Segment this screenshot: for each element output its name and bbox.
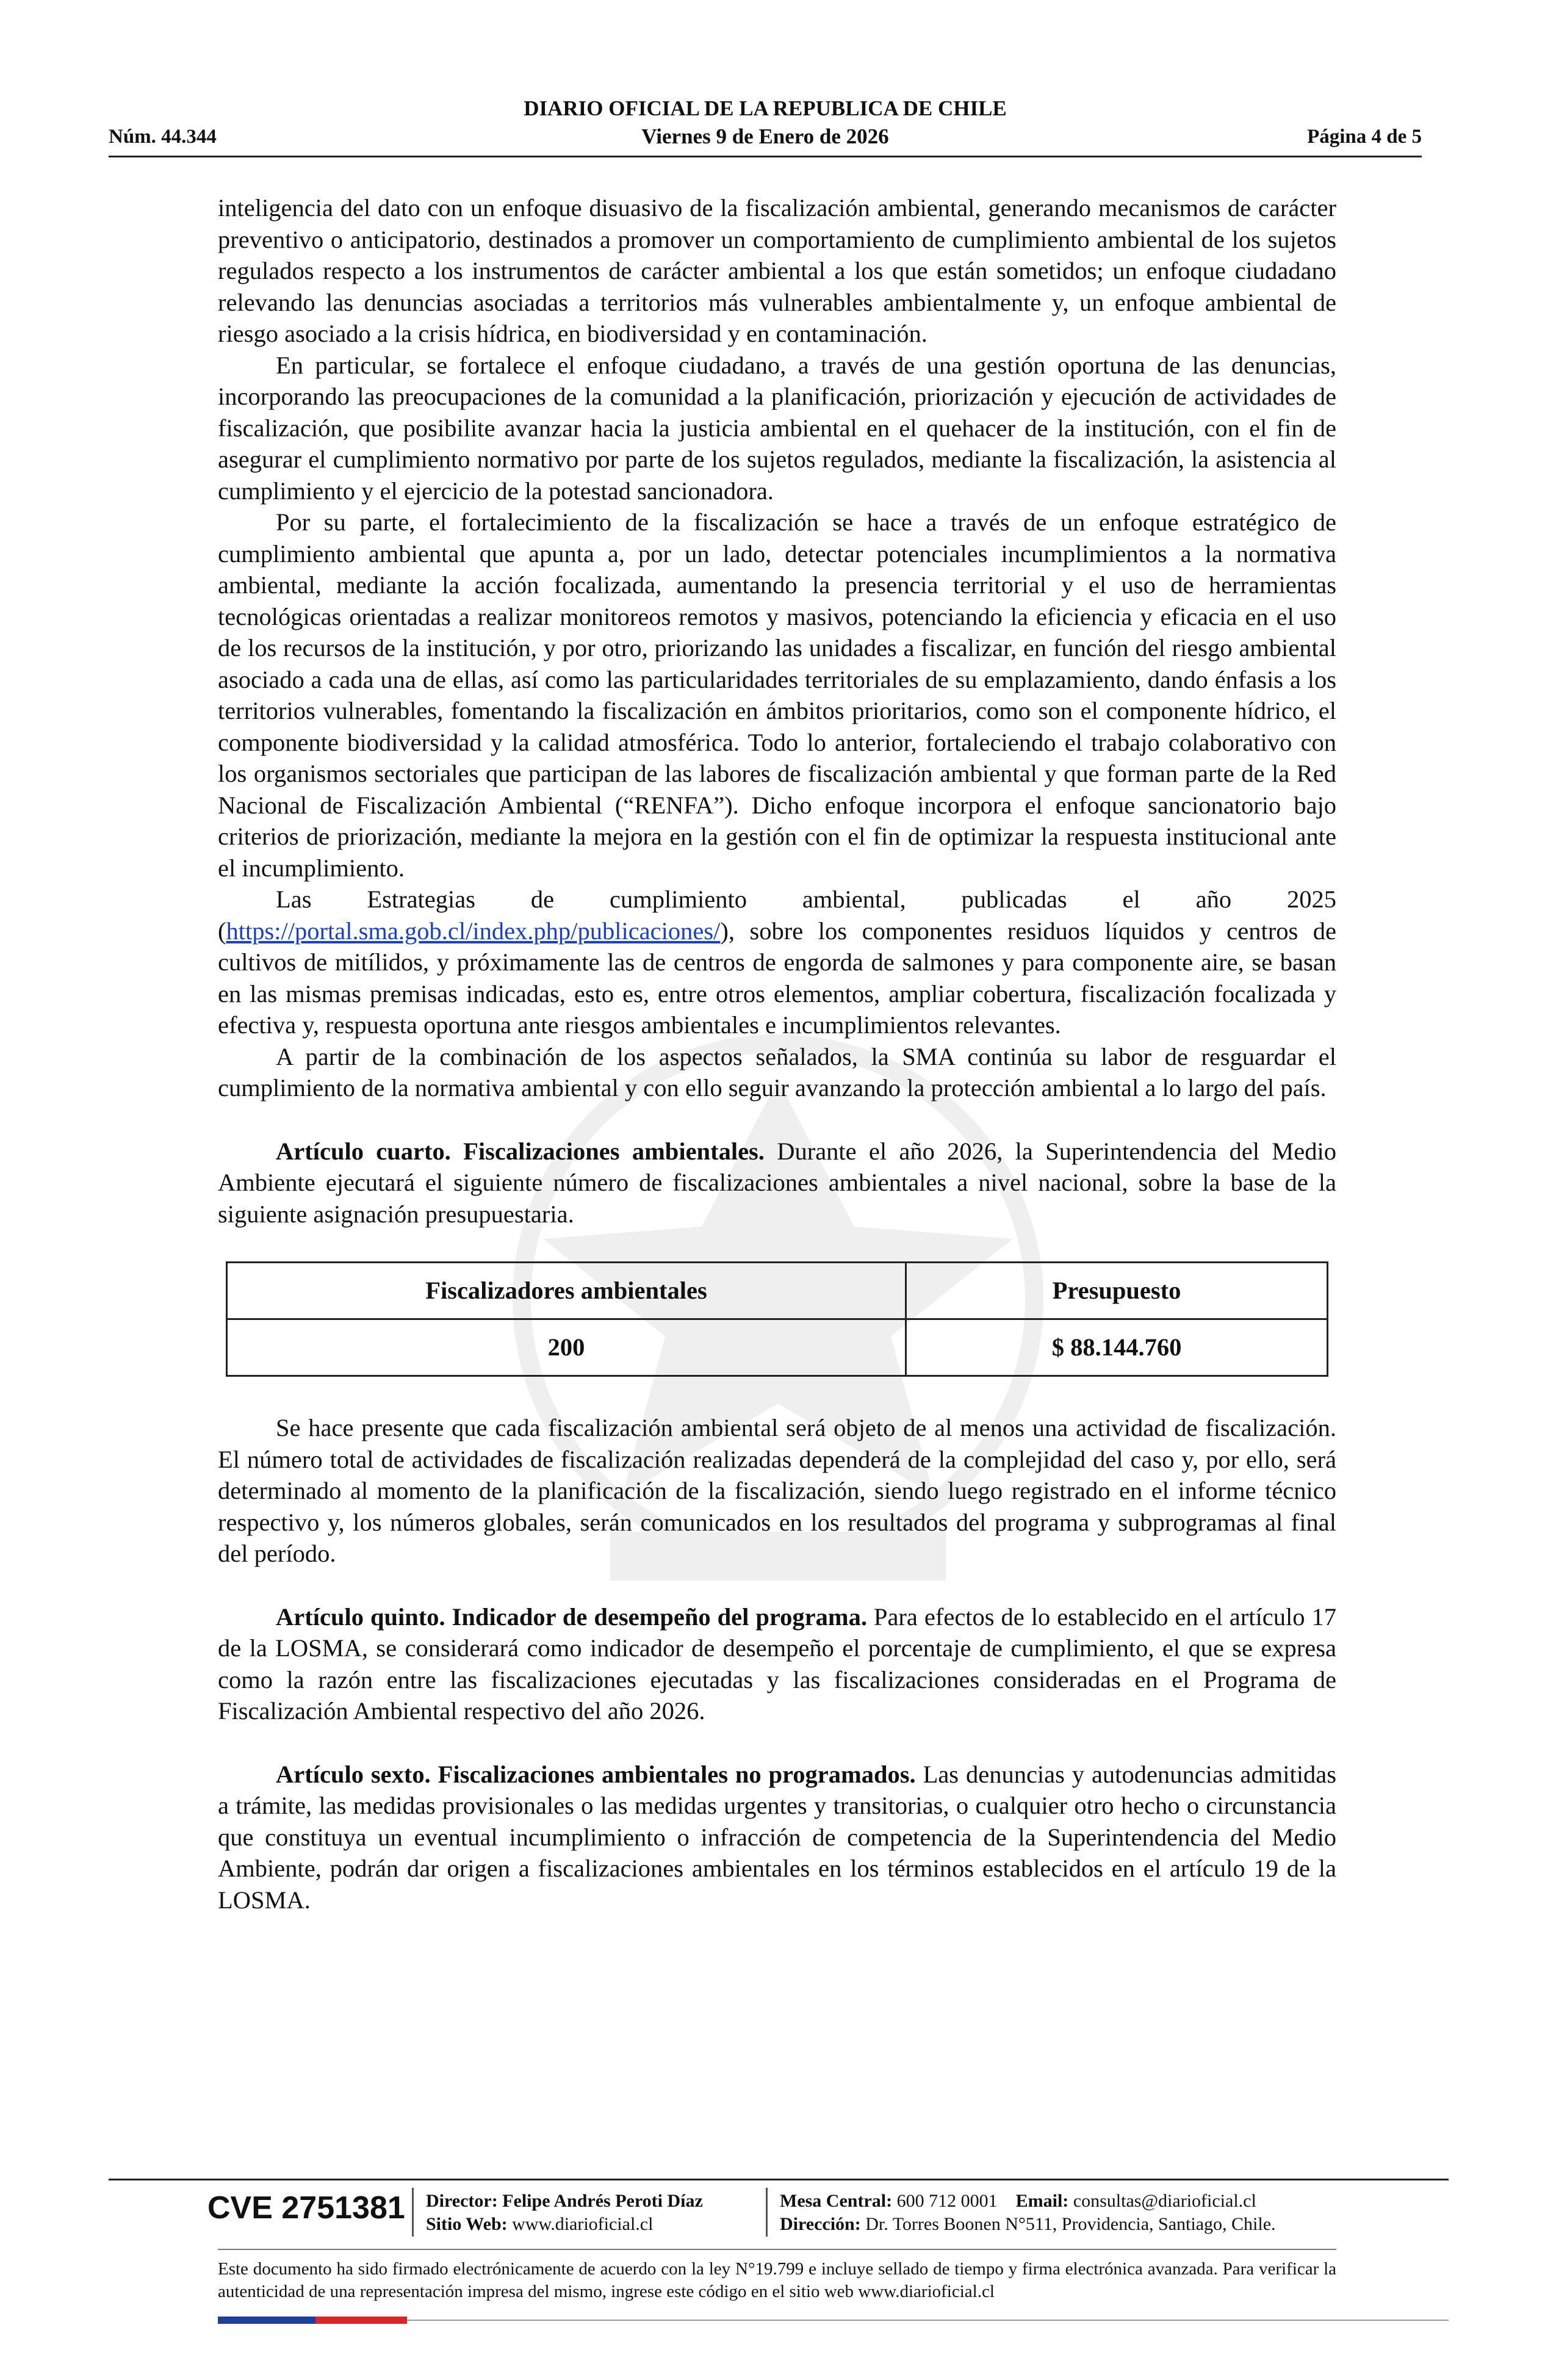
footer-director-block — [426, 2190, 703, 2236]
cell-budget: $ 88.144.760 — [906, 1319, 1328, 1376]
header-divider — [109, 156, 1422, 157]
article-5-title: Artículo quinto. Indicador de desempeño del programa. — [276, 1603, 867, 1631]
issue-number: Núm. 44.344 — [109, 126, 217, 148]
website-label: Sitio Web: — [426, 2214, 508, 2234]
footer-separator-2 — [766, 2188, 768, 2237]
paragraph-4-end: ), sobre los componentes residuos líquidos y centros de cultivos de mitílidos, y próximamente las de centros de engorda de salmones y para componente aire, se basan en las mismas premisas indicadas, esto es, entre otros elementos, ampliar cobertura, fiscalización focalizada y efectiva y, respuesta oportuna ante riesgos ambientales e incumplimientos relevantes. — [218, 917, 1336, 1039]
article-6-title: Artículo sexto. Fiscalizaciones ambientales no programados. — [276, 1760, 916, 1788]
paragraph-4 — [218, 884, 1336, 1041]
article-6 — [218, 1759, 1336, 1916]
paragraph-5: A partir de la combinación de los aspectos señalados, la SMA continúa su labor de resguardar el cumplimiento de la normativa ambiental y con ello seguir avanzando la protección ambiental a lo largo del país. — [218, 1042, 1336, 1102]
footer-contact-block — [780, 2190, 1276, 2236]
paragraph-1: inteligencia del dato con un enfoque disuasivo de la fiscalización ambiental, generando mecanismos de carácter preventivo o anticipatorio, destinados a promover un comportamiento de cumplimiento ambiental de los sujetos regulados respecto a los instrumentos de carácter ambiental a los que están sometidos; un enfoque ciudadano relevando las denuncias asociadas a territorios más vulnerables ambientalmente y, un enfoque ambiental de riesgo asociado a la crisis hídrica, en biodiversidad y en contaminación. — [218, 194, 1336, 347]
budget-table — [226, 1261, 1328, 1377]
publications-link[interactable]: https://portal.sma.gob.cl/index.php/publicaciones/ — [226, 917, 721, 945]
issue-date: Viernes 9 de Enero de 2026 — [641, 124, 889, 148]
email-label: Email: — [1015, 2191, 1069, 2211]
table-header-row — [227, 1263, 1328, 1319]
header-budget: Presupuesto — [906, 1263, 1328, 1319]
address-value: Dr. Torres Boonen N°511, Providencia, Santiago, Chile. — [860, 2214, 1276, 2234]
director-label: Director: — [426, 2191, 498, 2211]
cell-inspectors: 200 — [227, 1319, 906, 1376]
legal-notice: Este documento ha sido firmado electrónicamente de acuerdo con la ley N°19.799 e incluye sellado de tiempo y firma electrónica avanzada. Para verificar la autenticidad de una representación impresa del mismo, ingrese este código en el sitio web www.diarioficial.cl — [218, 2259, 1336, 2301]
flag-stripe-red — [315, 2317, 407, 2324]
article-4-text: Durante el año 2026, la Superintendencia del Medio Ambiente ejecutará el siguiente número de fiscalizaciones ambientales a nivel nacional, sobre la base de la siguiente asignación presupuestaria. — [218, 1137, 1336, 1228]
flag-stripe-blue — [218, 2317, 315, 2324]
page-header — [109, 95, 1422, 156]
paragraph-4-start: Las Estrategias de cumplimiento ambiental, publicadas el año 2025 ( — [218, 885, 1336, 945]
phone-label: Mesa Central: — [780, 2191, 893, 2211]
article-5 — [218, 1601, 1336, 1727]
footer-divider-mid — [218, 2249, 1336, 2250]
footer-divider-bottom — [407, 2320, 1449, 2321]
footer-separator-1 — [412, 2188, 414, 2237]
address-label: Dirección: — [780, 2214, 861, 2234]
header-inspectors: Fiscalizadores ambientales — [227, 1263, 906, 1319]
journal-title: DIARIO OFICIAL DE LA REPUBLICA DE CHILE — [524, 96, 1007, 120]
email-value: consultas@diarioficial.cl — [1068, 2191, 1256, 2211]
page-number: Página 4 de 5 — [1307, 126, 1422, 148]
document-body — [218, 192, 1336, 1916]
website-value: www.diarioficial.cl — [507, 2214, 654, 2234]
paragraph-6: Se hace presente que cada fiscalización ambiental será objeto de al menos una actividad de fiscalización. El número total de actividades de fiscalización realizadas dependerá de la complejidad del caso y, por ello, será determinado al momento de la planificación de la fiscalización, siendo luego registrado en el informe técnico respectivo y, los números globales, serán comunicados en los resultados del programa y subprogramas al final del período. — [218, 1414, 1336, 1567]
paragraph-2: En particular, se fortalece el enfoque ciudadano, a través de una gestión oportuna de las denuncias, incorporando las preocupaciones de la comunidad a la planificación, priorización y ejecución de actividades de fiscalización, que posibilite avanzar hacia la justicia ambiental en el quehacer de la institución, con el fin de asegurar el cumplimiento normativo por parte de los sujetos regulados, mediante la fiscalización, la asistencia al cumplimiento y el ejercicio de la potestad sancionadora. — [218, 351, 1336, 505]
director-name: Felipe Andrés Peroti Díaz — [497, 2191, 703, 2211]
article-4-title: Artículo cuarto. Fiscalizaciones ambientales. — [276, 1137, 765, 1165]
table-row — [227, 1319, 1328, 1376]
footer-divider-top — [109, 2179, 1449, 2180]
article-6-text: Las denuncias y autodenuncias admitidas a trámite, las medidas provisionales o las medidas urgentes y transitorias, o cualquier otro hecho o circunstancia que constituya un eventual incumplimiento o infracción de competencia de la Superintendencia del Medio Ambiente, podrán dar origen a fiscalizaciones ambientales en los términos establecidos en el artículo 19 de la LOSMA. — [218, 1760, 1337, 1914]
cve-code: CVE 2751381 — [207, 2190, 405, 2226]
article-4 — [218, 1136, 1336, 1230]
paragraph-3: Por su parte, el fortalecimiento de la fiscalización se hace a través de un enfoque estratégico de cumplimiento ambiental que apunta a, por un lado, detectar potenciales incumplimientos a la normativa ambiental, mediante la acción focalizada, aumentando la presencia territorial y el uso de herramientas tecnológicas orientadas a realizar monitoreos remotos y masivos, potenciando la eficiencia y eficacia en el uso de los recursos de la institución, y por otro, priorizando las unidades a fiscalizar, en función del riesgo ambiental asociado a cada una de ellas, así como las particularidades territoriales de su emplazamiento, dando énfasis a los territorios vulnerables, fomentando la fiscalización en ámbitos prioritarios, como son el componente hídrico, el componente biodiversidad y la calidad atmosférica. Todo lo anterior, fortaleciendo el trabajo colaborativo con los organismos sectoriales que participan de las labores de fiscalización ambiental y que forman parte de la Red Nacional de Fiscalización Ambiental (“RENFA”). Dicho enfoque incorpora el enfoque sancionatorio bajo criterios de priorización, mediante la mejora en la gestión con el fin de optimizar la respuesta institucional ante el incumplimiento. — [218, 508, 1336, 882]
article-5-text: Para efectos de lo establecido en el artículo 17 de la LOSMA, se considerará como indicador de desempeño el porcentaje de cumplimiento, el que se expresa como la razón entre las fiscalizaciones ejecutadas y las fiscalizaciones consideradas en el Programa de Fiscalización Ambiental respectivo del año 2026. — [218, 1603, 1336, 1725]
phone-value: 600 712 0001 — [892, 2191, 998, 2211]
